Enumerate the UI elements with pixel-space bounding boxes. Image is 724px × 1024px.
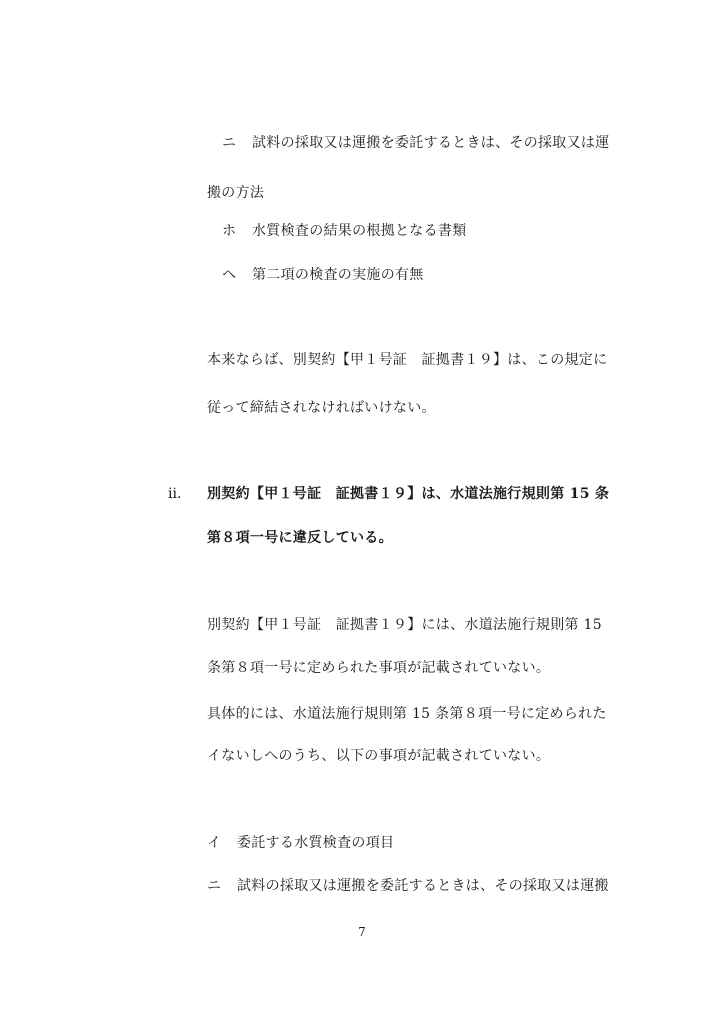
paragraph-1-line1: 本来ならば、別契約【甲１号証 証拠書１９】は、この規定に (207, 352, 608, 368)
list-marker-i: イ (207, 835, 221, 851)
paragraph-2-line3: 具体的には、水道法施行規則第 15 条第８項一号に定められた (207, 706, 607, 722)
list-item-ni-line2: 搬の方法 (207, 185, 265, 201)
paragraph-2-line4: イないしへのうち、以下の事項が記載されていない。 (207, 748, 551, 764)
list-item-ni-2: 試料の採取又は運搬を委託するときは、その採取又は運搬 (237, 878, 609, 894)
section-ii-marker: ii. (168, 486, 182, 502)
list-item-ni-line1: 試料の採取又は運搬を委託するときは、その採取又は運 (252, 135, 610, 151)
list-item-ho: 水質検査の結果の根拠となる書類 (252, 223, 467, 239)
list-marker-ni: ニ (222, 135, 236, 151)
paragraph-2-line1: 別契約【甲１号証 証拠書１９】には、水道法施行規則第 15 (207, 617, 602, 633)
paragraph-2-line2: 条第８項一号に定められた事項が記載されていない。 (207, 660, 551, 676)
section-ii-heading-line1: 別契約【甲１号証 証拠書１９】は、水道法施行規則第 15 条 (207, 486, 610, 502)
paragraph-1-line2: 従って締結されなければいけない。 (207, 400, 436, 416)
list-item-i: 委託する水質検査の項目 (237, 835, 395, 851)
list-item-he: 第二項の検査の実施の有無 (252, 267, 424, 283)
page-number: 7 (358, 925, 366, 939)
list-marker-ni-2: ニ (207, 878, 221, 894)
list-marker-he: ヘ (222, 267, 236, 283)
section-ii-heading-line2: 第８項一号に違反している。 (207, 530, 393, 546)
list-marker-ho: ホ (222, 223, 236, 239)
